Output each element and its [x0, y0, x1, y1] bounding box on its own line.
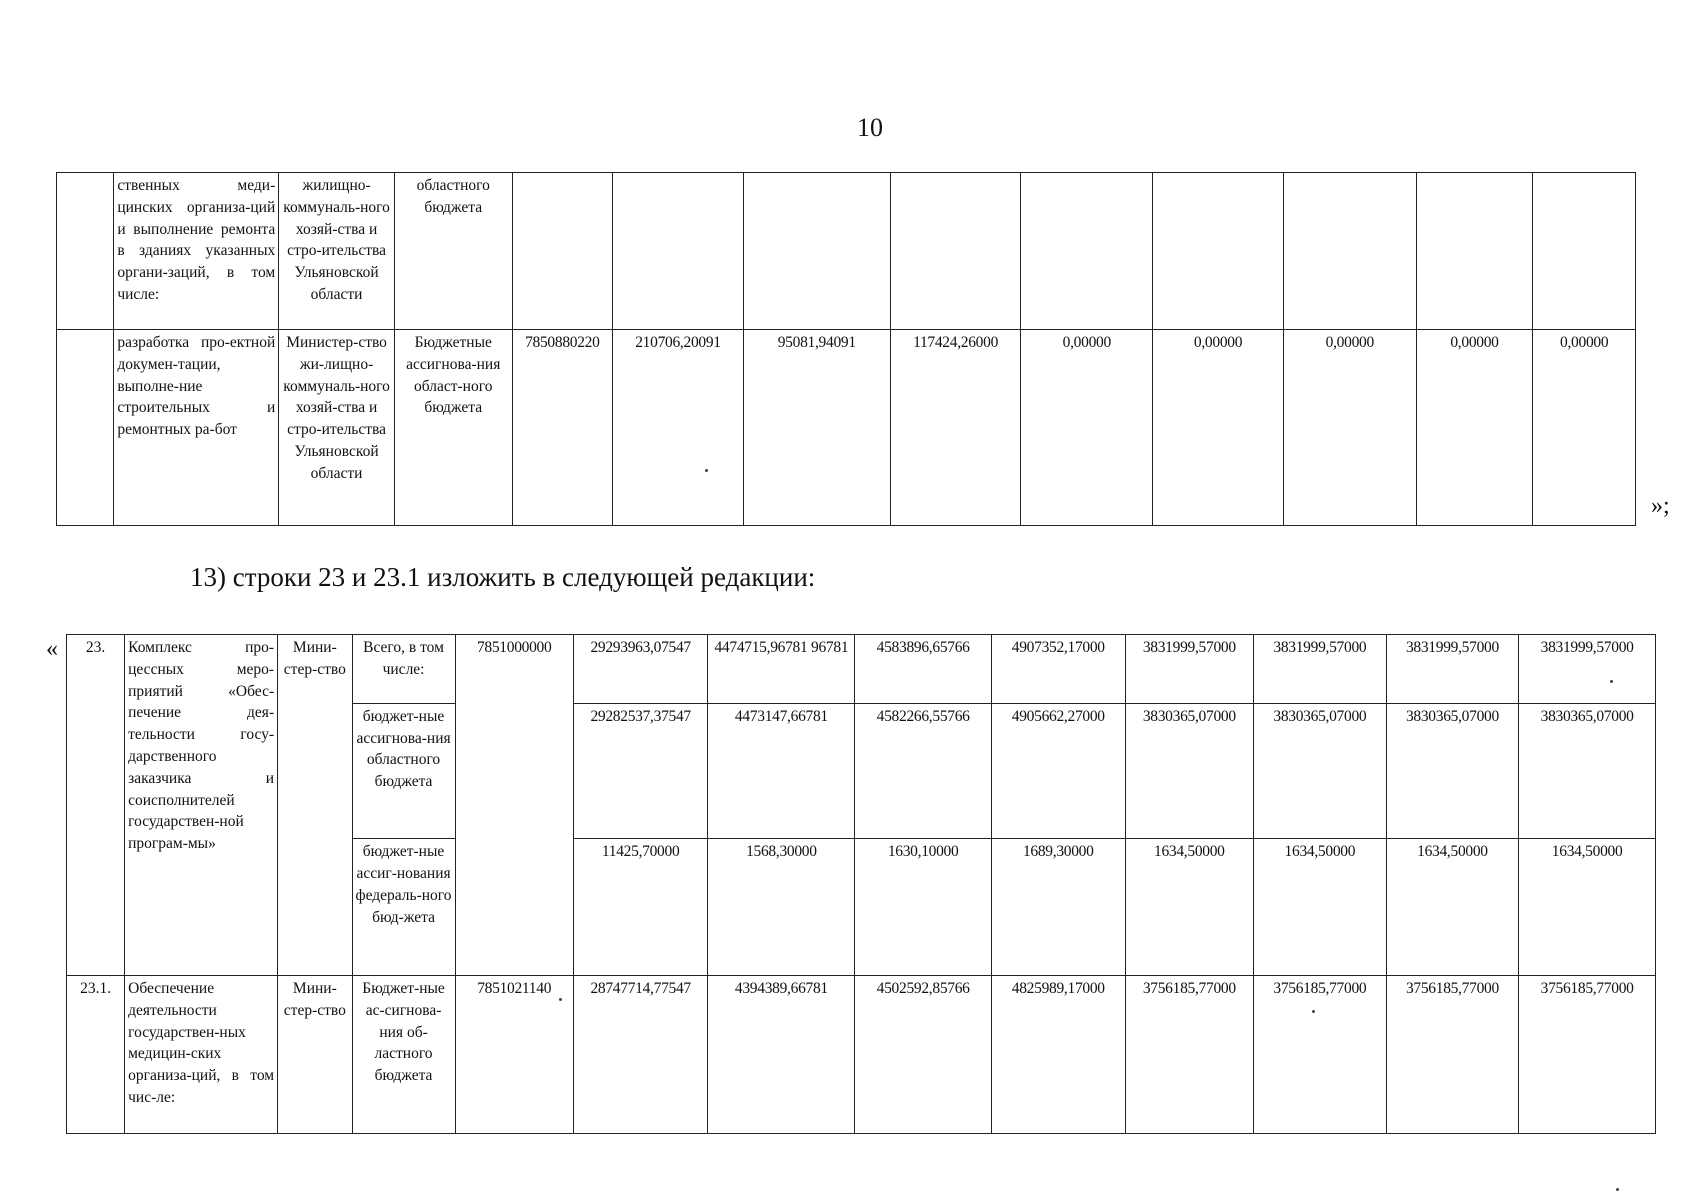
measure-name-cell: Обеспечение деятельности государствен-ных медицин-ских организа-ций, в том чис-ле: [125, 976, 278, 1134]
value-cell: 0,00000 [1533, 330, 1636, 526]
measure-name-cell: разработка про-ектной докумен-тации, выполне-ние строительных и ремонтных ра-бот [114, 330, 279, 526]
row-number-cell [57, 173, 114, 330]
value-cell: 4825989,17000 [991, 976, 1125, 1134]
value-cell: 0,00000 [1416, 330, 1533, 526]
value-cell [1153, 173, 1284, 330]
value-cell: 3830365,07000 [1125, 703, 1254, 839]
value-cell [1416, 173, 1533, 330]
value-cell [1021, 173, 1153, 330]
scan-speck [1616, 1188, 1619, 1191]
table-row [57, 173, 1636, 330]
value-cell: 0,00000 [1283, 330, 1416, 526]
value-cell: 1634,50000 [1519, 839, 1656, 976]
value-cell: 1568,30000 [708, 839, 855, 976]
value-cell: 95081,94091 [743, 330, 890, 526]
value-cell: 4473147,66781 [708, 703, 855, 839]
budget-code-cell: 7851000000 [455, 635, 573, 976]
value-cell: 29293963,07547 [573, 635, 708, 704]
row-number-cell: 23.1. [67, 976, 125, 1134]
value-cell: 3830365,07000 [1519, 703, 1656, 839]
value-cell: 4502592,85766 [855, 976, 992, 1134]
scan-speck [559, 998, 562, 1001]
scan-speck [1610, 680, 1613, 683]
budget-table-continuation [56, 172, 1636, 526]
value-cell: 4583896,65766 [855, 635, 992, 704]
measure-name-cell: Комплекс про-цессных меро-приятий «Обес-печение дея-тельности госу-дарственного заказчика и соисполнителей государствен-ной програм-мы» [125, 635, 278, 976]
scan-speck [705, 469, 708, 472]
value-cell [743, 173, 890, 330]
amendment-heading: 13) строки 23 и 23.1 изложить в следующей редакции: [190, 562, 816, 592]
value-cell: 4474715,96781 96781 [708, 635, 855, 704]
funding-source-cell: Бюджетные ассигнова-ния област-ного бюджета [394, 330, 512, 526]
funding-source-cell: Всего, в том числе: [352, 635, 455, 704]
value-cell: 3756185,77000 [1519, 976, 1656, 1134]
budget-code-cell: 7850880220 [512, 330, 613, 526]
value-cell: 3831999,57000 [1125, 635, 1254, 704]
table-row [57, 330, 1636, 526]
value-cell: 3831999,57000 [1519, 635, 1656, 704]
value-cell: 3831999,57000 [1254, 635, 1387, 704]
value-cell: 1634,50000 [1125, 839, 1254, 976]
measure-name-cell: ственных меди-цинских организа-ций и выполнение ремонта в зданиях указанных органи-заций, в том числе: [114, 173, 279, 330]
value-cell: 4582266,55766 [855, 703, 992, 839]
table-row [67, 976, 1656, 1134]
value-cell: 3756185,77000 [1386, 976, 1519, 1134]
executor-cell: Мини-стер-ство [278, 976, 352, 1134]
funding-source-cell: Бюджет-ные ас-сигнова-ния об-ластного бюджета [352, 976, 455, 1134]
table-row [67, 635, 1656, 704]
executor-cell: Министер-ство жи-лищно-коммуналь-ного хозяй-ства и стро-ительства Ульяновской области [279, 330, 395, 526]
executor-cell: Мини-стер-ство [278, 635, 352, 976]
value-cell: 210706,20091 [613, 330, 744, 526]
value-cell [890, 173, 1021, 330]
closing-quote: »; [1651, 493, 1670, 519]
executor-cell: жилищно-коммуналь-ного хозяй-ства и стро-ительства Ульяновской области [279, 173, 395, 330]
row-number-cell: 23. [67, 635, 125, 976]
page-number: 10 [857, 113, 883, 142]
funding-source-cell: бюджет-ные ассиг-нования федераль-ного бюд-жета [352, 839, 455, 976]
budget-table-rows-23 [66, 634, 1656, 1134]
value-cell: 117424,26000 [890, 330, 1021, 526]
value-cell [613, 173, 744, 330]
value-cell: 11425,70000 [573, 839, 708, 976]
value-cell: 4394389,66781 [708, 976, 855, 1134]
value-cell [1283, 173, 1416, 330]
value-cell: 0,00000 [1021, 330, 1153, 526]
value-cell: 28747714,77547 [573, 976, 708, 1134]
value-cell: 3756185,77000 [1254, 976, 1387, 1134]
value-cell: 1634,50000 [1254, 839, 1387, 976]
funding-source-cell: бюджет-ные ассигнова-ния областного бюджета [352, 703, 455, 839]
value-cell: 1689,30000 [991, 839, 1125, 976]
value-cell: 3756185,77000 [1125, 976, 1254, 1134]
value-cell: 4907352,17000 [991, 635, 1125, 704]
value-cell: 3830365,07000 [1386, 703, 1519, 839]
value-cell: 0,00000 [1153, 330, 1284, 526]
row-number-cell [57, 330, 114, 526]
scan-speck [1312, 1010, 1315, 1013]
budget-code-cell [512, 173, 613, 330]
value-cell: 1634,50000 [1386, 839, 1519, 976]
funding-source-cell: областного бюджета [394, 173, 512, 330]
value-cell [1533, 173, 1636, 330]
value-cell: 3830365,07000 [1254, 703, 1387, 839]
value-cell: 1630,10000 [855, 839, 992, 976]
value-cell: 4905662,27000 [991, 703, 1125, 839]
value-cell: 3831999,57000 [1386, 635, 1519, 704]
opening-quote: « [46, 636, 58, 662]
budget-code-cell: 7851021140 [455, 976, 573, 1134]
value-cell: 29282537,37547 [573, 703, 708, 839]
